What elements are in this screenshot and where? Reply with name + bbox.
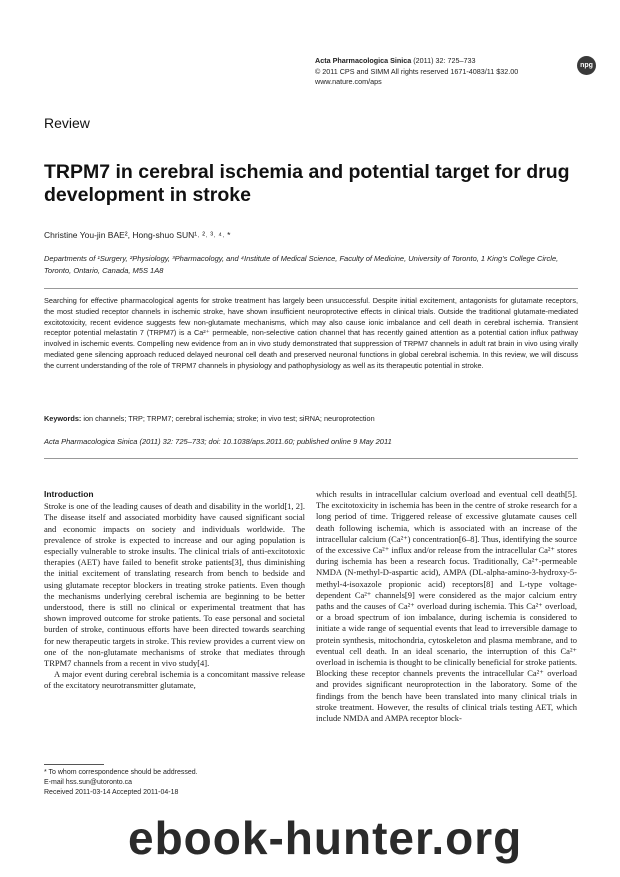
received-accepted: Received 2011-03-14 Accepted 2011-04-18 — [44, 789, 179, 796]
body-paragraph: A major event during cerebral ischemia is a concomitant massive release of the excitatory neurotransmitter glutamate, — [44, 669, 305, 691]
intro-heading: Introduction — [44, 489, 94, 499]
footnote-divider — [44, 764, 104, 765]
keywords — [44, 414, 578, 423]
correspondence-note: * To whom correspondence should be addressed. — [44, 769, 198, 776]
keywords-label: Keywords: — [44, 414, 82, 423]
journal-url[interactable]: www.nature.com/aps — [315, 77, 382, 86]
npg-logo: npg — [577, 56, 596, 75]
keywords-list: ion channels; TRP; TRPM7; cerebral ischemia; stroke; in vivo test; siRNA; neuroprotection — [83, 414, 375, 423]
watermark: ebook-hunter.org — [128, 812, 523, 864]
email[interactable]: E-mail hss.sun@utoronto.ca — [44, 779, 133, 786]
body-column-left — [44, 489, 305, 692]
section-label: Review — [44, 115, 90, 131]
journal-name: Acta Pharmacologica Sinica — [315, 56, 412, 65]
footnote — [44, 768, 305, 798]
divider-bottom — [44, 458, 578, 459]
body-column-right — [316, 489, 577, 724]
journal-header — [315, 56, 518, 88]
authors: Christine You-jin BAE², Hong-shuo SUN¹˒ ²˒ ³˒ ⁴˒ * — [44, 230, 231, 240]
copyright: © 2011 CPS and SIMM All rights reserved 1671-4083/11 $32.00 — [315, 66, 519, 76]
affiliations: Departments of ¹Surgery, ²Physiology, ³Pharmacology, and ⁴Institute of Medical Science, Faculty of Medicine, University of Toronto, 1 King's College Circle, Toronto, Ontario, Canada, M5S 1A8 — [44, 254, 559, 275]
divider-top — [44, 288, 578, 289]
article-title: TRPM7 in cerebral ischemia and potential target for drug development in stroke — [44, 161, 570, 206]
journal-ref: (2011) 32: 725–733 — [413, 56, 476, 65]
body-paragraph: which results in intracellular calcium overload and eventual cell death[5]. The excitotoxicity in ischemia has been in the centre of stroke research for a long period of time. Triggered release of excessive glutamate causes cell death following ischemia, which is associated with an increase of the intracellular calcium (Ca²⁺) concentration[6–8]. Thus, identifying the source of the excessive Ca²⁺ influx and/or release from the intracellular Ca²⁺ stores during ischemia has been a research focus. Traditionally, Ca²⁺-permeable NMDA (N-methyl-D-aspartic acid), AMPA (DL-alpha-amino-3-hydroxy-5-methyl-4-isoxazole propionic acid) receptors[8] and L-type voltage-dependent Ca²⁺ channels[9] were considered as the major calcium entry paths and the causes of Ca²⁺ overload during ischemia. This Ca²⁺ overload, or a broad spectrum of ion imbalance, during ischemia is considered to initiate a wide range of sequential events that lead to irreversible damage to protein synthesis, mitochondria, cytoskeleton and plasma membrane, and to eventual cell death. In an ideal scenario, the interruption of this Ca²⁺ overload in ischemia is thought to be clinically beneficial for stroke patients. Blocking these receptor channels prevents the intracellular Ca²⁺ overload and provides significant neuroprotection in the laboratory. Some of the findings from the bench have been translated into many clinical trials in stroke treatment. However, the results of clinical trials testing AET, which include NMDA and AMPA receptor block- — [316, 489, 577, 724]
abstract: Searching for effective pharmacological agents for stroke treatment has largely been unsuccessful. Despite initial excitement, antagonists for glutamate receptors, the most studied receptor channels in ischemic stroke, have shown insufficient neuroprotective effects in clinical trials. Outside the traditional glutamate-mediated excitotoxicity, recent evidence suggests few non-glutamate mechanisms, which may also cause ionic imbalance and cell death in cerebral ischemia. Transient receptor potential melastatin 7 (TRPM7) is a Ca²⁺ permeable, non-selective cation channel that has recently gained attention as a potential cation influx pathway involved in ischemic events. Compelling new evidence from an in vivo study demonstrated that suppression of TRPM7 channels in adult rat brain in vivo using virally mediated gene silencing approach reduced delayed neuronal cell death and preserved neuronal functions in global cerebral ischemia. In this review, we will discuss the current understanding of the role of TRPM7 channels in physiology and pathophysiology as well as its therapeutic potential in stroke. — [44, 296, 578, 370]
body-paragraph: Stroke is one of the leading causes of death and disability in the world[1, 2]. The disease itself and associated morbidity have caused significant social and economic impacts on society and individuals worldwide. The prevalence of stroke is expected to increase and our aging population is especially vulnerable to stroke insults. The clinical trials of anti-excitotoxic therapies (AET) have failed to benefit stroke patients[3], thus diminishing the initial excitement of translating research from bench to bedside and using glutamate receptor blockers in treating stroke patients. Even though the mechanisms underlying cerebral ischemia are beginning to be better understood, there is still no clinical or experimental treatment that has shown improved outcome for stroke patients. To ease personal and societal burden of stroke, continuous efforts have been directed towards searching for new therapeutic targets in stroke. This review provides a current view on one of the non-glutamate mechanisms of stroke that mediates through TRPM7 channels from a recent in vivo study[4]. — [44, 501, 305, 669]
citation: Acta Pharmacologica Sinica (2011) 32: 725–733; doi: 10.1038/aps.2011.60; published online 9 May 2011 — [44, 437, 392, 446]
